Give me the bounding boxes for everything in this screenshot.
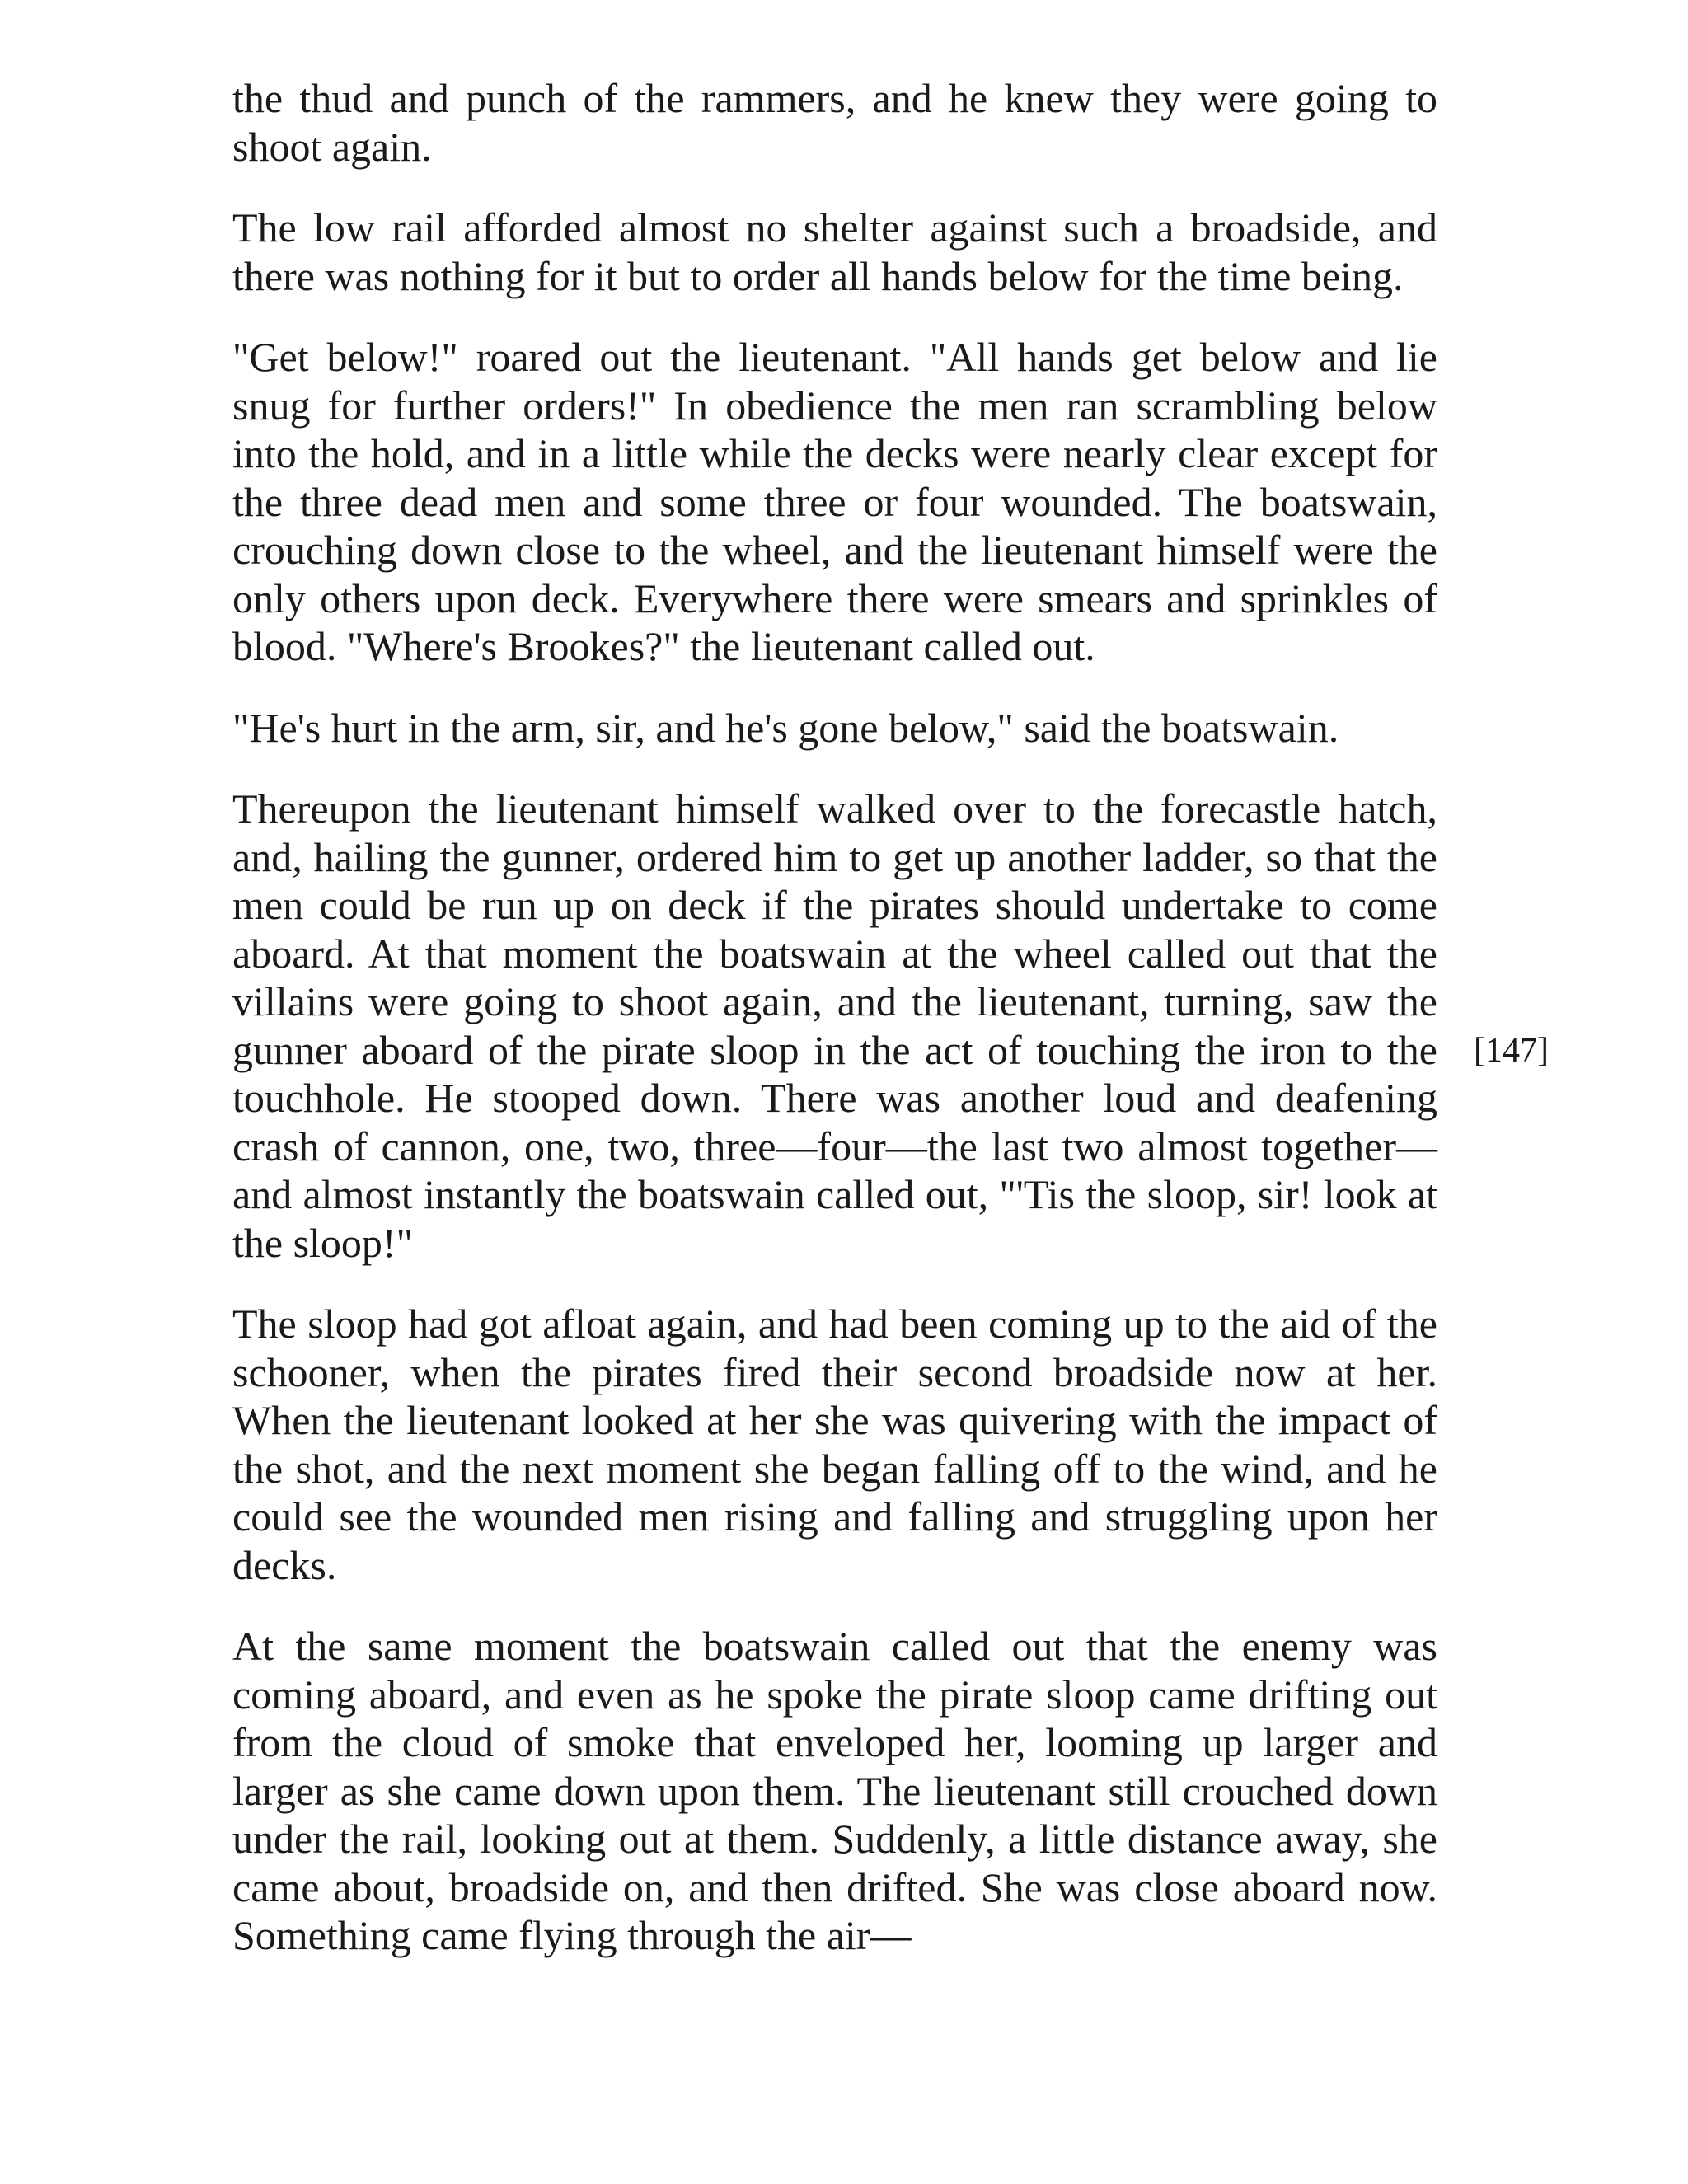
paragraph-4: "He's hurt in the arm, sir, and he's gone below," said the boatswain.	[232, 704, 1339, 751]
paragraph-3: "Get below!" roared out the lieutenant. "All hands get below and lie snug for further orders!" In obedience the men ran scrambling below into the hold, and in a little while the decks were nearly clear except for the three dead men and some three or four wounded. The boatswain, crouching down close to the wheel, and the lieutenant himself were the only others upon deck. Everywhere there were smears and sprinkles of blood. "Where's Brookes?" the lieutenant called out.	[232, 334, 1437, 669]
paragraph-7: At the same moment the boatswain called out that the enemy was coming aboard, and even as he spoke the pirate sloop came drifting out from the cloud of smoke that enveloped her, looming up larger and larger as she came down upon them. The lieutenant still crouched down under the rail, looking out at them. Suddenly, a little distance away, she came about, broadside on, and then drifted. She was close aboard now. Something came flying through the air—	[232, 1623, 1437, 1958]
paragraph-6: The sloop had got afloat again, and had been coming up to the aid of the schooner, when the pirates fired their second broadside now at her. When the lieutenant looked at her she was quivering with the impact of the shot, and the next moment she began falling off to the wind, and he could see the wounded men rising and falling and struggling upon her decks.	[232, 1301, 1437, 1588]
page-number: [147]	[1474, 1032, 1549, 1070]
paragraph-5: Thereupon the lieutenant himself walked over to the forecastle hatch, and, hailing the gunner, ordered him to get up another ladder, so that the men could be run up on deck if the pirates should undertake to come aboard. At that moment the boatswain at the wheel called out that the villains were going to shoot again, and the lieutenant, turning, saw the gunner aboard of the pirate sloop in the act of touching the iron to the touchhole. He stooped down. There was another loud and deafening crash of cannon, one, two, three—four—the last two almost together—and almost instantly the boatswain called out, "'Tis the sloop, sir! look at the sloop!"	[232, 785, 1437, 1266]
paragraph-2: The low rail afforded almost no shelter against such a broadside, and there was nothing for it but to order all hands below for the time being.	[232, 204, 1437, 299]
book-page-text	[232, 74, 1437, 1993]
paragraph-1: the thud and punch of the rammers, and he knew they were going to shoot again.	[232, 75, 1437, 170]
